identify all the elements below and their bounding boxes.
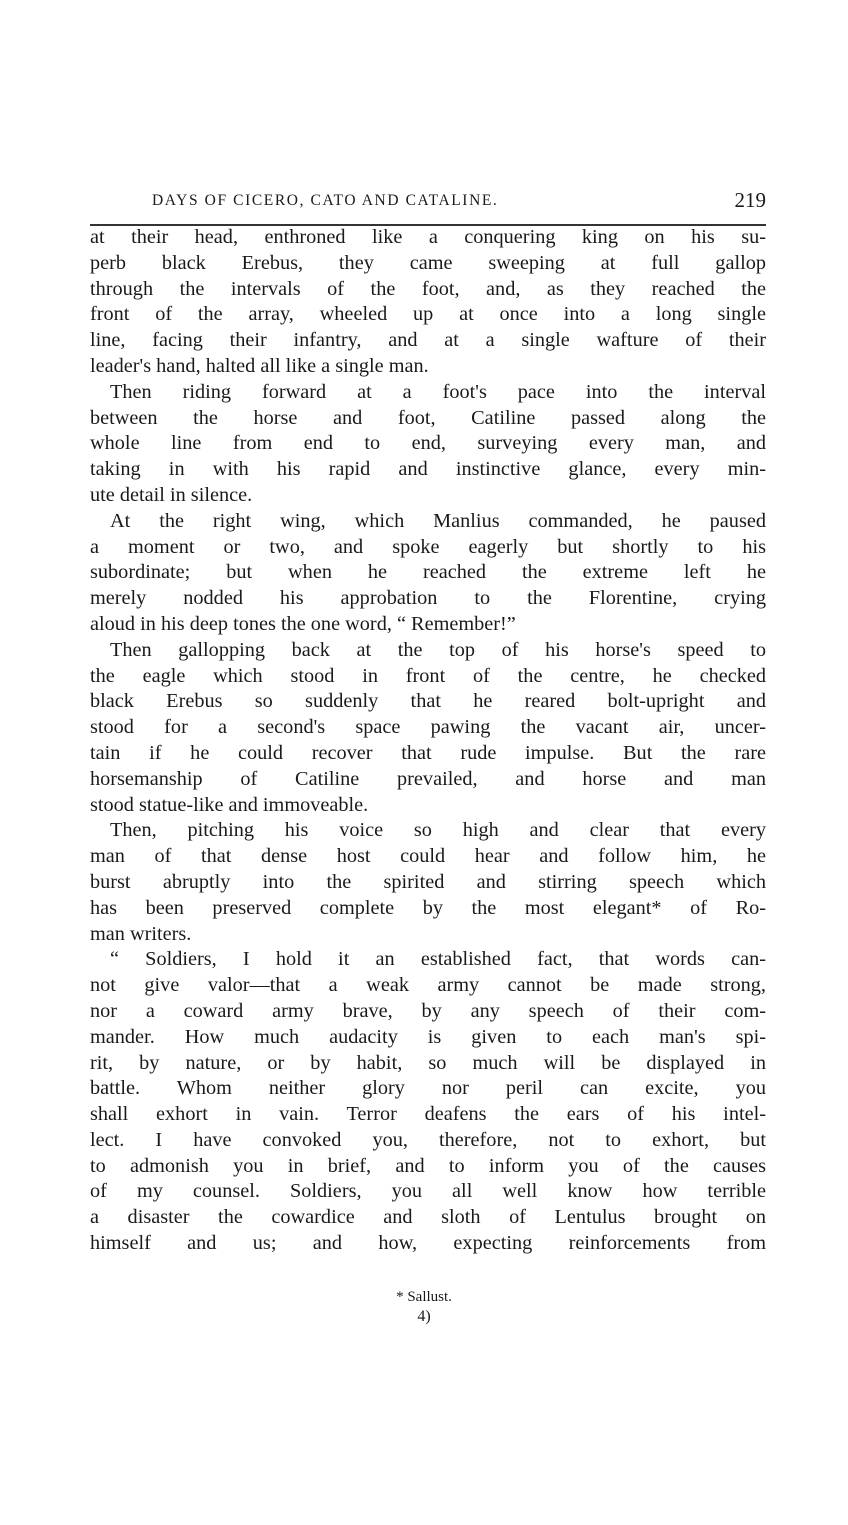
text-line: At the right wing, which Manlius commanded, he paused [110,509,766,532]
text-line: line, facing their infantry, and at a single wafture of their [90,329,766,352]
text-line: a disaster the cowardice and sloth of Lentulus brought on [90,1206,766,1229]
running-title: DAYS OF CICERO, CATO AND CATALINE. [152,192,499,209]
text-line: front of the array, wheeled up at once into a long single [90,303,766,326]
text-line: stood for a second's space pawing the vacant air, uncer- [90,716,766,739]
text-line: aloud in his deep tones the one word, “ Remember!” [90,612,516,635]
text-line: perb black Erebus, they came sweeping at full gallop [90,251,766,274]
text-line: not give valor—that a weak army cannot be made strong, [90,974,766,997]
text-line: man writers. [90,922,192,945]
text-line: Then gallopping back at the top of his horse's speed to [110,638,766,661]
text-line: of my counsel. Soldiers, you all well know how terrible [90,1180,766,1203]
text-line: taking in with his rapid and instinctive glance, every min- [90,458,766,481]
text-line: burst abruptly into the spirited and stirring speech which [90,870,766,893]
text-line: between the horse and foot, Catiline passed along the [90,406,766,429]
text-line: through the intervals of the foot, and, as they reached the [90,277,766,300]
text-line: has been preserved complete by the most elegant* of Ro- [90,896,766,919]
text-line: black Erebus so suddenly that he reared bolt-upright and [90,690,766,713]
text-line: battle. Whom neither glory nor peril can excite, you [90,1077,766,1100]
text-line: rit, by nature, or by habit, so much will be displayed in [90,1051,766,1074]
text-line: shall exhort in vain. Terror deafens the ears of his intel- [90,1103,766,1126]
text-line: horsemanship of Catiline prevailed, and horse and man [90,767,766,790]
signature-mark: 4) [417,1308,431,1325]
text-line: to admonish you in brief, and to inform you of the causes [90,1154,766,1177]
running-header [90,188,766,214]
text-line: Then, pitching his voice so high and clear that every [110,819,766,842]
text-line: himself and us; and how, expecting reinforcements from [90,1232,766,1255]
body-text [90,225,766,1257]
text-line: the eagle which stood in front of the centre, he checked [90,664,766,687]
text-line: stood statue-like and immoveable. [90,793,369,816]
text-line: mander. How much audacity is given to each man's spi- [90,1025,766,1048]
text-line: tain if he could recover that rude impulse. But the rare [90,741,766,764]
text-line: ute detail in silence. [90,483,253,506]
text-line: Then riding forward at a foot's pace into the interval [110,380,766,403]
text-line: merely nodded his approbation to the Florentine, crying [90,587,766,610]
text-line: leader's hand, halted all like a single man. [90,354,429,377]
text-line: lect. I have convoked you, therefore, not to exhort, but [90,1128,766,1151]
text-line: man of that dense host could hear and follow him, he [90,845,766,868]
text-line: whole line from end to end, surveying every man, and [90,432,766,455]
text-line: subordinate; but when he reached the extreme left he [90,561,766,584]
text-line: nor a coward army brave, by any speech of their com- [90,999,766,1022]
page-number: 219 [734,188,766,212]
text-line: a moment or two, and spoke eagerly but shortly to his [90,535,766,558]
text-line: at their head, enthroned like a conquering king on his su- [90,226,766,248]
footnote: * Sallust. [396,1289,452,1305]
text-line: “ Soldiers, I hold it an established fact, that words can- [110,948,766,971]
